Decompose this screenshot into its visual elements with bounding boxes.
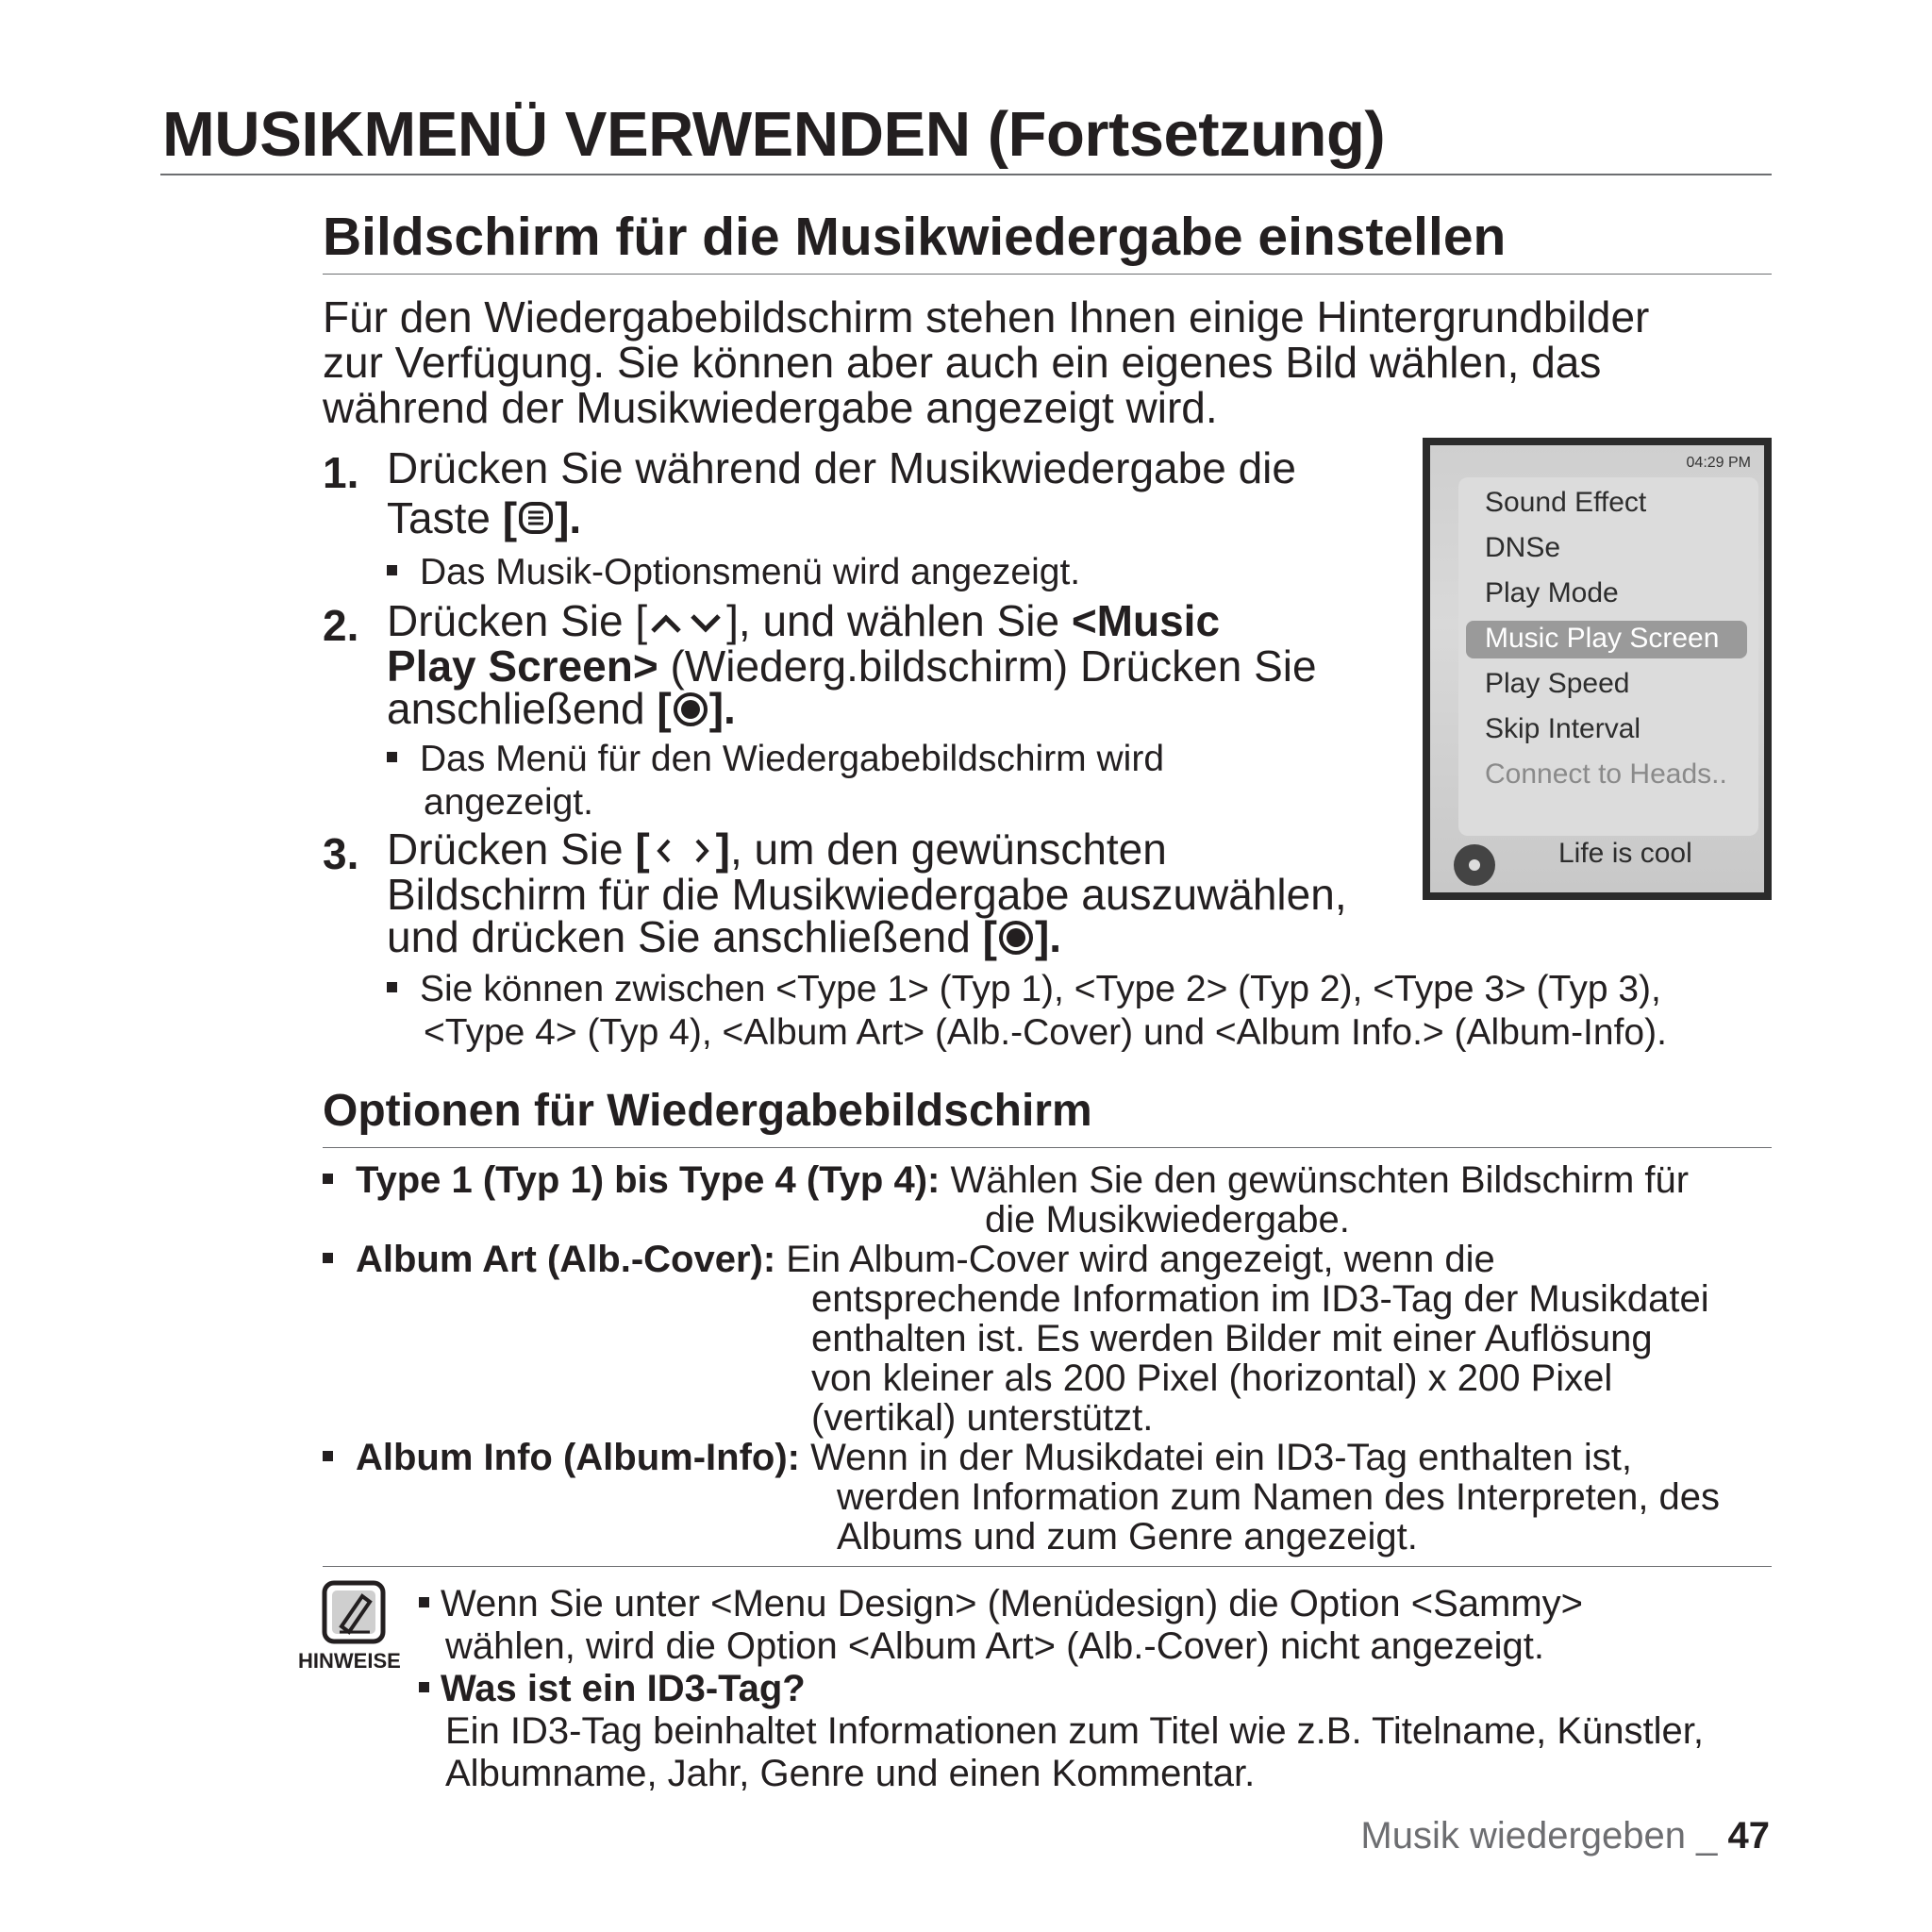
menu-item-play-speed: Play Speed: [1485, 668, 1630, 699]
step-text: (Wiederg.bildschirm) Drücken Sie: [658, 641, 1317, 691]
menu-item-play-mode: Play Mode: [1485, 577, 1619, 608]
note-line: [419, 1668, 1704, 1710]
step-1-text: [387, 443, 1296, 543]
step-3-sub: [387, 968, 1667, 1055]
option-line: von kleiner als 200 Pixel (horizontal) x 200 Pixel: [811, 1357, 1613, 1399]
step-1-sub: [387, 551, 1080, 594]
sub-line: [387, 968, 1667, 1011]
menu-item-dnse: DNSe: [1485, 532, 1561, 563]
option-label: Album Art (Alb.-Cover):: [356, 1239, 776, 1280]
note-line: wählen, wird die Option <Album Art> (Alb.-Cover) nicht angezeigt.: [445, 1625, 1545, 1667]
option-label: Album Info (Album-Info):: [356, 1437, 800, 1478]
note-1: [419, 1583, 1583, 1668]
step-line: [387, 684, 1317, 734]
device-screenshot: [1423, 438, 1772, 900]
bracket: [: [502, 493, 518, 542]
step-text: und drücken Sie anschließend: [387, 912, 983, 962]
section-title: Bildschirm für die Musikwiedergabe einstellen: [323, 207, 1507, 267]
option-line: [323, 1160, 1689, 1200]
step-number: 1.: [323, 448, 359, 497]
menu-item-sound-effect: Sound Effect: [1485, 487, 1647, 518]
notes-label: HINWEISE: [298, 1649, 401, 1673]
step-3-text: [387, 824, 1347, 963]
step-text: Drücken Sie [: [387, 596, 648, 645]
bracket: [: [635, 824, 650, 874]
option-type-1-4: [323, 1160, 1689, 1240]
step-2-text: [387, 596, 1317, 735]
option-line: Albums und zum Genre angezeigt.: [837, 1516, 1418, 1557]
step-2-sub: [387, 738, 1164, 824]
sub-text: Das Menü für den Wiedergabebildschirm wird: [420, 739, 1165, 779]
bracket: [: [657, 684, 672, 734]
bullet-square: [387, 565, 397, 575]
step-bold: Play Screen>: [387, 641, 658, 691]
option-text: Wenn in der Musikdatei ein ID3-Tag enthalten ist,: [810, 1437, 1632, 1478]
device-screen: [1430, 445, 1764, 892]
step-line: [387, 912, 1347, 962]
options-heading: Optionen für Wiedergabebildschirm: [323, 1086, 1092, 1136]
step-line: [387, 824, 1347, 874]
step-text: Taste: [387, 493, 503, 542]
intro-line: Für den Wiedergabebildschirm stehen Ihnen einige Hintergrundbilder: [323, 292, 1650, 341]
bracket: ]: [715, 824, 730, 874]
note-line: [419, 1583, 1583, 1625]
bullet-square: [419, 1682, 429, 1692]
step-text: , um den gewünschten: [730, 824, 1167, 874]
sub-text: Das Musik-Optionsmenü wird angezeigt.: [420, 552, 1081, 592]
bullet-square: [323, 1174, 333, 1184]
step-text: ], und wählen Sie: [726, 596, 1072, 645]
option-line: (vertikal) unterstützt.: [811, 1397, 1154, 1439]
cd-icon: [1451, 841, 1498, 892]
bracket: ].: [555, 493, 582, 542]
intro-paragraph: [323, 294, 1649, 430]
step-line: [387, 641, 1317, 691]
step-text: Drücken Sie: [387, 824, 636, 874]
bullet-square: [323, 1253, 333, 1263]
up-down-arrows-icon: [647, 603, 726, 645]
note-title: Was ist ein ID3-Tag?: [441, 1668, 806, 1709]
title-rule: [160, 174, 1772, 175]
options-rule: [323, 1147, 1772, 1148]
option-line: die Musikwiedergabe.: [985, 1199, 1350, 1241]
bullet-square: [387, 752, 397, 762]
status-time: 04:29 PM: [1686, 455, 1751, 471]
page-title: MUSIKMENÜ VERWENDEN (Fortsetzung): [162, 99, 1386, 170]
page-number: 47: [1727, 1815, 1770, 1857]
left-right-arrows-icon: [650, 831, 716, 874]
sub-line: <Type 4> (Typ 4), <Album Art> (Alb.-Cover) und <Album Info.> (Album-Info).: [424, 1012, 1667, 1053]
note-line: Ein ID3-Tag beinhaltet Informationen zum Titel wie z.B. Titelname, Künstler,: [445, 1710, 1704, 1752]
sub-line: angezeigt.: [424, 782, 593, 823]
sub-text: Sie können zwischen <Type 1> (Typ 1), <Type 2> (Typ 2), <Type 3> (Typ 3),: [420, 969, 1661, 1009]
bullet-square: [323, 1451, 333, 1461]
bracket: [: [982, 912, 997, 962]
options-menu: [1458, 477, 1758, 836]
option-album-info: [323, 1438, 1720, 1557]
bracket: ].: [1034, 912, 1062, 962]
footer-text: Musik wiedergeben _: [1360, 1815, 1728, 1857]
song-title: Life is cool: [1558, 838, 1692, 869]
step-text: anschließend: [387, 684, 658, 734]
bracket: ].: [708, 684, 736, 734]
section-rule: [323, 274, 1772, 275]
bullet-square: [387, 982, 397, 992]
option-line: entsprechende Information im ID3-Tag der Musikdatei: [811, 1278, 1709, 1320]
pencil-note-icon: [321, 1579, 387, 1650]
intro-line: zur Verfügung. Sie können aber auch ein eigenes Bild wählen, das: [323, 338, 1602, 387]
step-line: [387, 493, 1296, 543]
option-album-art: [323, 1240, 1709, 1438]
note-2: [419, 1668, 1704, 1795]
step-number: 3.: [323, 829, 359, 878]
page-footer: [1360, 1815, 1770, 1857]
select-button-icon: [672, 691, 709, 735]
menu-item-connect-headset: Connect to Heads..: [1485, 758, 1727, 790]
option-line: werden Information zum Namen des Interpreten, des: [837, 1476, 1721, 1518]
step-bold: <Music: [1071, 596, 1221, 645]
note-line: Albumname, Jahr, Genre und einen Kommentar.: [445, 1753, 1256, 1794]
note-text: Wenn Sie unter <Menu Design> (Menüdesign) die Option <Sammy>: [441, 1583, 1584, 1624]
option-line: [323, 1240, 1709, 1279]
option-label: Type 1 (Typ 1) bis Type 4 (Typ 4):: [356, 1159, 941, 1201]
sub-line: [387, 738, 1164, 781]
option-line: [323, 1438, 1720, 1477]
bullet-square: [419, 1597, 429, 1607]
step-number: 2.: [323, 601, 359, 650]
intro-line: während der Musikwiedergabe angezeigt wird.: [323, 383, 1218, 432]
menu-item-skip-interval: Skip Interval: [1485, 713, 1641, 744]
options-bottom-rule: [323, 1566, 1772, 1567]
option-line: enthalten ist. Es werden Bilder mit einer Auflösung: [811, 1318, 1653, 1359]
step-line: Drücken Sie während der Musikwiedergabe die: [387, 443, 1296, 492]
step-line: Bildschirm für die Musikwiedergabe auszuwählen,: [387, 870, 1347, 920]
option-text: Wählen Sie den gewünschten Bildschirm für: [950, 1159, 1690, 1201]
step-line: [387, 596, 1317, 645]
select-button-icon: [997, 919, 1035, 963]
menu-item-music-play-screen: Music Play Screen: [1485, 623, 1720, 654]
menu-key-icon: [517, 499, 555, 543]
option-text: Ein Album-Cover wird angezeigt, wenn die: [786, 1239, 1495, 1280]
